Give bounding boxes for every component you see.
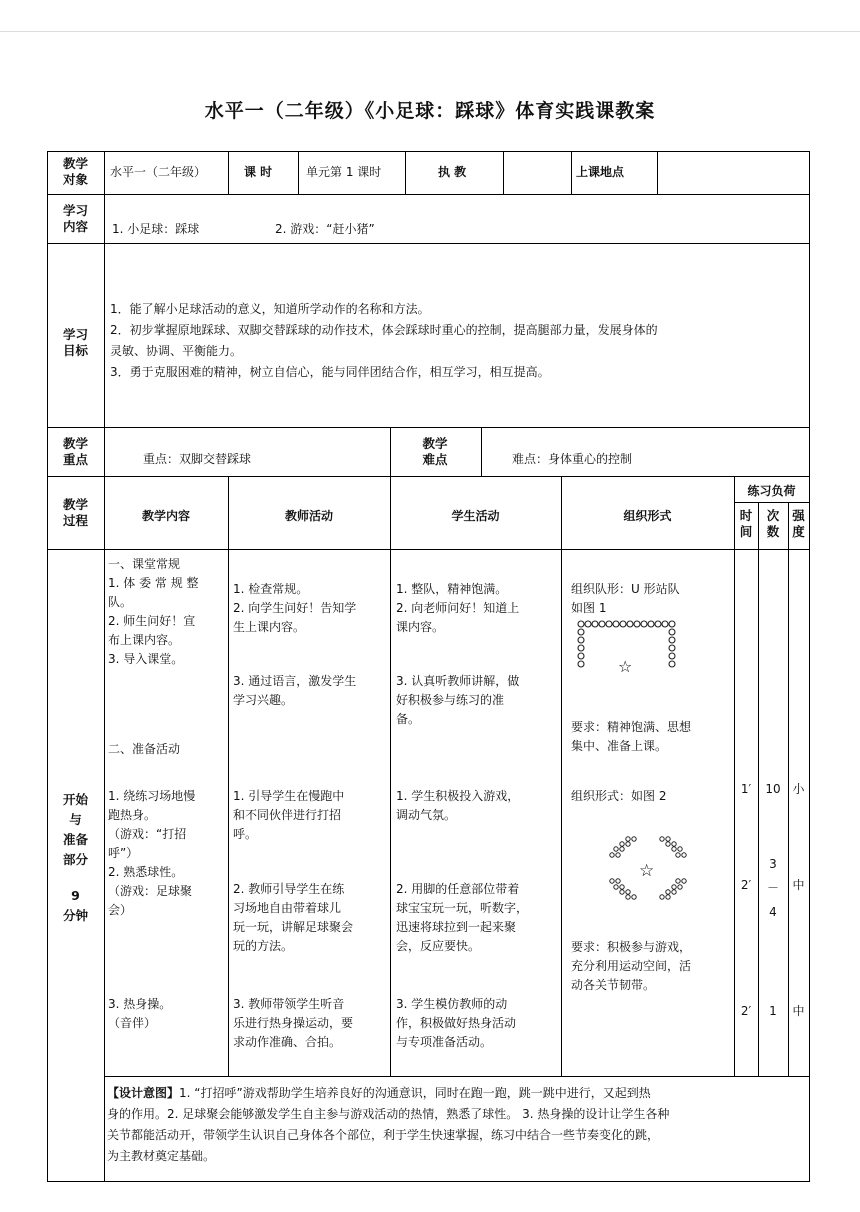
content-line: 3. 热身操。 xyxy=(108,997,172,1011)
org-form-b: 组织形式：如图 2 xyxy=(571,789,667,803)
teacher-activity-d: 2. 教师引导学生在练 习场地自由带着球儿 玩一玩，讲解足球聚会 玩的方法。 xyxy=(233,882,354,953)
lesson-time-value: 单元第 1 课时 xyxy=(306,165,382,179)
content-item-1: 1. 小足球：踩球 xyxy=(112,222,200,236)
design-intent-label: 【设计意图】 xyxy=(107,1086,180,1100)
design-line: 关节都能活动开，带领学生认识自己身体各个部位，利于学生快速掌握，练习中结合一些节奏变化的跳， xyxy=(107,1128,660,1142)
content-line: 3. 导入课堂。 xyxy=(108,652,184,666)
difficulty-label: 教学 难点 xyxy=(422,436,448,467)
student-activity-b: 3. 认真听教师讲解，做 好积极参与练习的准 备。 xyxy=(396,674,520,726)
content-line: （游戏：足球聚 xyxy=(108,884,193,898)
formation-left-column xyxy=(578,629,584,667)
org-form-a: 组织队形：U 形站队 如图 1 xyxy=(571,582,680,615)
col-exercise-load: 练习负荷 xyxy=(747,484,796,498)
student-activity-e: 3. 学生模仿教师的动 作，积极做好热身活动 与专项准备活动。 xyxy=(396,997,517,1049)
content-line: 跑热身。 xyxy=(108,808,157,822)
goal-line: 3．勇于克服困难的精神，树立自信心，能与同伴团结合作，相互学习，相互提高。 xyxy=(110,365,550,379)
lesson-time-label: 课 时 xyxy=(244,165,273,179)
place-label: 上课地点 xyxy=(576,165,625,179)
teacher-star-icon: ☆ xyxy=(618,657,633,676)
learning-goals-label: 学习 目标 xyxy=(62,327,88,358)
col-teaching-content: 教学内容 xyxy=(141,509,190,523)
student-activity-d: 2. 用脚的任意部位带着 球宝宝玩一玩，听数字， 迅速将球拉到一起来聚 会，反应要快。 xyxy=(396,882,529,953)
load-count-2: 3 － 4 xyxy=(766,857,779,919)
load-count-3: 1 xyxy=(769,1004,777,1018)
content-column-b xyxy=(108,787,226,920)
design-intent xyxy=(107,1083,807,1167)
col-student-activity: 学生活动 xyxy=(451,509,500,523)
u-formation-diagram xyxy=(575,620,685,678)
col-load-time: 时 间 xyxy=(739,508,753,539)
content-item-2: 2. 游戏：“赶小猪” xyxy=(275,222,375,236)
load-intensity-2: 中 xyxy=(792,878,805,892)
col-organization: 组织形式 xyxy=(623,509,672,523)
content-column-c xyxy=(108,995,226,1033)
difficulty-value: 难点：身体重心的控制 xyxy=(512,452,633,466)
section-label: 开始 与 准备 部分 9 分钟 xyxy=(62,792,88,923)
page-title: 水平一（二年级）《小足球：踩球》体育实践课教案 xyxy=(204,100,656,122)
load-count-1: 10 xyxy=(765,782,781,796)
prep-activity-title: 二、准备活动 xyxy=(108,742,181,756)
load-intensity-1: 小 xyxy=(792,782,805,796)
formation-upper-right-arc xyxy=(660,837,686,857)
process-label: 教学 过程 xyxy=(62,497,88,528)
formation-right-column xyxy=(669,629,675,667)
design-line: 1. “打招呼”游戏帮助学生培养良好的沟通意识，同时在跑一跑，跳一跳中进行，又起到热 xyxy=(179,1086,651,1100)
learning-content-label: 学习 内容 xyxy=(62,203,88,234)
design-line: 为主教材奠定基础。 xyxy=(107,1149,216,1163)
key-point-value: 重点：双脚交替踩球 xyxy=(143,452,252,466)
load-intensity-3: 中 xyxy=(792,1004,805,1018)
student-activity-a: 1. 整队，精神饱满。 2. 向老师问好！知道上 课内容。 xyxy=(396,582,520,634)
teacher-activity-e: 3. 教师带领学生听音 乐进行热身操运动，要 求动作准确、合拍。 xyxy=(233,997,354,1049)
ring-formation-diagram xyxy=(606,835,692,907)
content-column-a xyxy=(108,555,226,669)
goal-line: 1．能了解小足球活动的意义，知道所学动作的名称和方法。 xyxy=(110,302,430,316)
content-line: 2. 熟悉球性。 xyxy=(108,865,184,879)
formation-lower-right-arc xyxy=(660,879,686,899)
load-time-3: 2′ xyxy=(740,1004,752,1018)
goal-line: 灵敏、协调、平衡能力。 xyxy=(110,344,243,358)
key-point-label: 教学 重点 xyxy=(62,436,88,467)
formation-lower-left-arc xyxy=(610,879,636,899)
content-line: （音伴） xyxy=(108,1016,157,1030)
content-line: 布上课内容。 xyxy=(108,633,181,647)
teacher-label: 执 教 xyxy=(438,165,467,179)
goals-text xyxy=(110,299,806,383)
load-time-1: 1′ xyxy=(740,782,752,796)
teacher-activity-c: 1. 引导学生在慢跑中 和不同伙伴进行打招 呼。 xyxy=(233,789,345,841)
formation-upper-left-arc xyxy=(610,837,636,857)
load-time-2: 2′ xyxy=(740,878,752,892)
org-requirement-1: 要求：精神饱满、思想 集中、准备上课。 xyxy=(571,720,692,753)
design-line: 身的作用。2. 足球聚会能够激发学生自主参与游戏活动的热情，熟悉了球性。 3. 热身操的设计让学生各种 xyxy=(107,1107,670,1121)
content-line: 1. 绕练习场地慢 xyxy=(108,789,196,803)
page-top-rule xyxy=(0,31,860,32)
goal-line: 2．初步掌握原地踩球、双脚交替踩球的动作技术，体会踩球时重心的控制，提高腿部力量，发展身体的 xyxy=(110,323,658,337)
col-load-intensity: 强 度 xyxy=(792,508,805,539)
teaching-object-label: 教学 对象 xyxy=(62,156,88,187)
content-line: 2. 师生问好！宣 xyxy=(108,614,196,628)
teaching-object-value: 水平一（二年级） xyxy=(110,165,207,179)
teacher-activity-b: 3. 通过语言，激发学生 学习兴趣。 xyxy=(233,674,357,707)
content-line: 会） xyxy=(108,903,133,917)
content-line: 一、课堂常规 xyxy=(108,557,181,571)
org-requirement-2: 要求：积极参与游戏， 充分利用运动空间，活 动各关节韧带。 xyxy=(571,940,692,992)
content-line: 队。 xyxy=(108,595,133,609)
teacher-star-icon: ☆ xyxy=(639,861,655,881)
content-line: 1. 体 委 常 规 整 xyxy=(108,576,199,590)
content-line: 呼”） xyxy=(108,846,139,860)
formation-top-row xyxy=(578,621,675,627)
teacher-activity-a: 1. 检查常规。 2. 向学生问好！告知学 生上课内容。 xyxy=(233,582,357,634)
col-load-count: 次 数 xyxy=(766,508,780,539)
col-teacher-activity: 教师活动 xyxy=(284,509,333,523)
student-activity-c: 1. 学生积极投入游戏， 调动气氛。 xyxy=(396,789,520,822)
content-line: （游戏：“打招 xyxy=(108,827,187,841)
